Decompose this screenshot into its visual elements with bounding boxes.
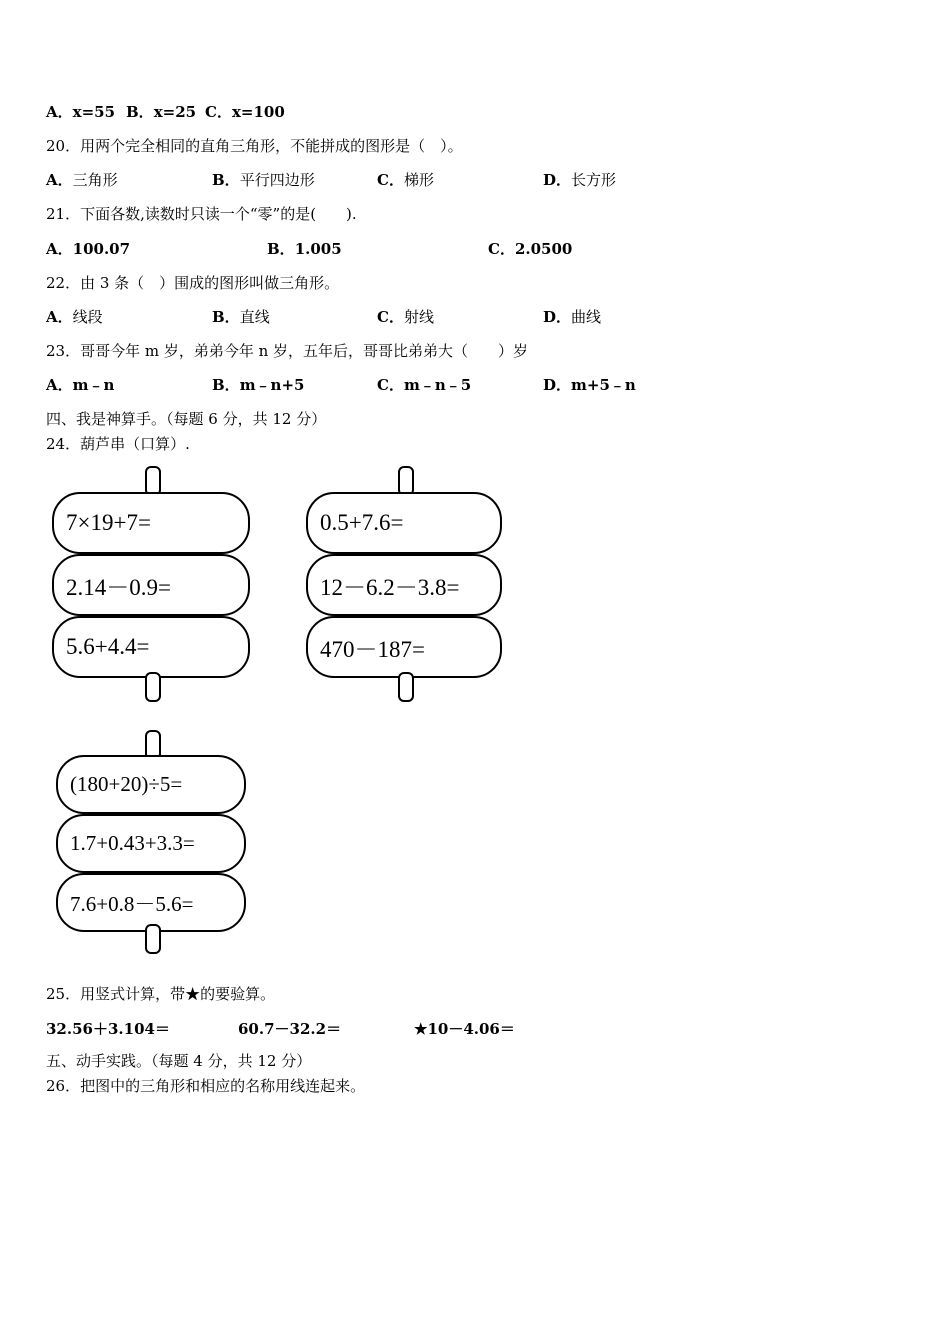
q25-stem: 25．用竖式计算，带★的要验算。	[46, 985, 276, 1003]
q19-option-c: C．x=100	[205, 103, 285, 121]
q20-option-a: A．三角形	[46, 171, 118, 189]
q24-stem: 24．葫芦串（口算）.	[46, 435, 190, 453]
gourd-string-3	[56, 730, 246, 954]
gourd-string-1	[52, 466, 250, 702]
gourd-stick-bottom	[398, 672, 414, 702]
q25-item-2: 60.7－32.2＝	[238, 1020, 342, 1038]
q19-option-b: B．x=25	[126, 103, 197, 121]
gourd-bead: 470－187=	[306, 616, 502, 678]
q22-option-c: C．射线	[377, 308, 434, 326]
q23-option-c: C．m﹣n﹣5	[377, 376, 472, 394]
section-5-heading: 五、动手实践。（每题 4 分，共 12 分）	[46, 1052, 312, 1070]
q23-stem: 23．哥哥今年 m 岁，弟弟今年 n 岁，五年后，哥哥比弟弟大（ ）岁	[46, 342, 529, 360]
gourd-bead: 7×19+7=	[52, 492, 250, 554]
gourd-bead: 5.6+4.4=	[52, 616, 250, 678]
gourd-bead: 2.14－0.9=	[52, 554, 250, 616]
gourd-bead: (180+20)÷5=	[56, 755, 246, 814]
q21-stem: 21．下面各数,读数时只读一个“零”的是( ).	[46, 205, 357, 223]
q22-option-a: A．线段	[46, 308, 103, 326]
q20-stem: 20．用两个完全相同的直角三角形，不能拼成的图形是（ ）。	[46, 137, 463, 155]
gourd-stick-bottom	[145, 672, 161, 702]
q22-stem: 22．由 3 条（ ）围成的图形叫做三角形。	[46, 274, 340, 292]
gourd-string-2	[306, 466, 502, 702]
gourd-stick-bottom	[145, 924, 161, 954]
q21-option-b: B．1.005	[267, 240, 342, 258]
gourd-bead: 7.6+0.8－5.6=	[56, 873, 246, 932]
q21-option-a: A．100.07	[46, 240, 131, 258]
q22-option-d: D．曲线	[543, 308, 602, 326]
gourd-bead: 1.7+0.43+3.3=	[56, 814, 246, 873]
q21-option-c: C．2.0500	[488, 240, 573, 258]
q23-option-a: A．m﹣n	[46, 376, 115, 394]
q20-option-d: D．长方形	[543, 171, 617, 189]
section-4-heading: 四、我是神算手。（每题 6 分，共 12 分）	[46, 410, 327, 428]
q25-item-3: ★10－4.06＝	[414, 1020, 515, 1038]
q23-option-b: B．m﹣n+5	[212, 376, 305, 394]
q26-stem: 26．把图中的三角形和相应的名称用线连起来。	[46, 1077, 366, 1095]
gourd-bead: 0.5+7.6=	[306, 492, 502, 554]
q20-option-c: C．梯形	[377, 171, 434, 189]
q20-option-b: B．平行四边形	[212, 171, 315, 189]
q22-option-b: B．直线	[212, 308, 270, 326]
gourd-bead: 12－6.2－3.8=	[306, 554, 502, 616]
q25-item-1: 32.56＋3.104＝	[46, 1020, 170, 1038]
q19-option-a: A．x=55	[46, 103, 116, 121]
q23-option-d: D．m+5﹣n	[543, 376, 636, 394]
